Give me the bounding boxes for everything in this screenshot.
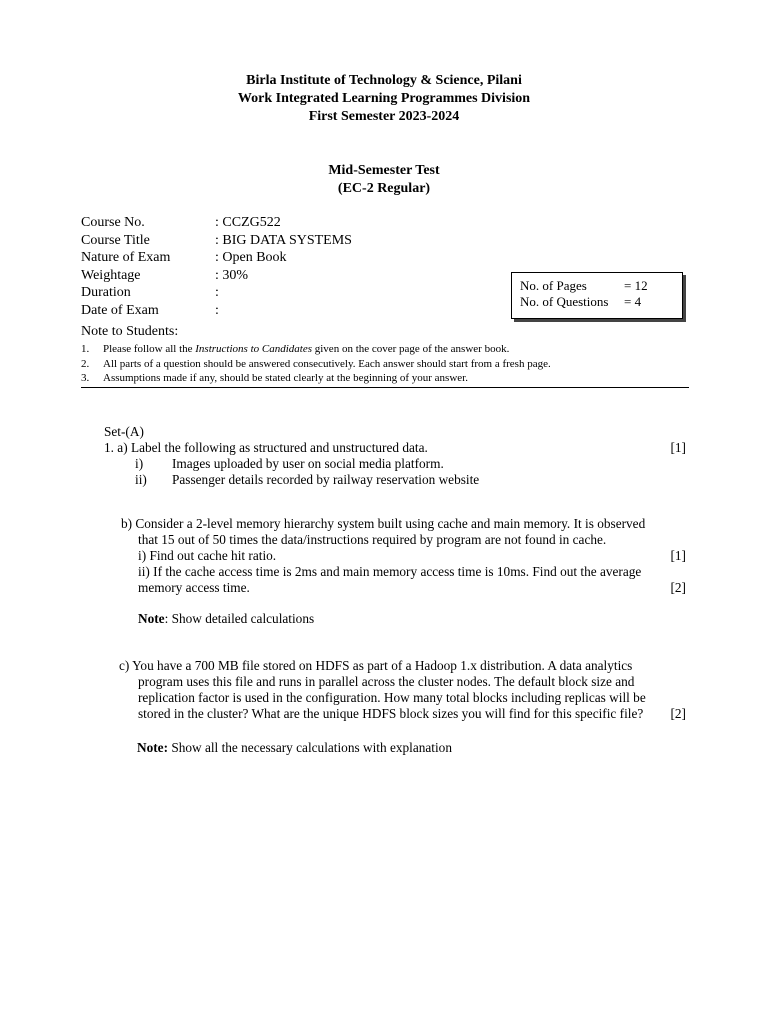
pages-count-row — [520, 278, 682, 294]
note-item — [81, 371, 687, 386]
q1c-note-label: Note: — [137, 740, 169, 755]
q1c-mark: [2] — [670, 706, 686, 721]
note-text: All parts of a question should be answered consecutively. Each answer should start from a fresh page. — [103, 357, 551, 370]
info-label: Nature of Exam — [81, 250, 171, 266]
note-number: 1. — [81, 343, 90, 355]
notes-list — [81, 342, 687, 386]
info-value: : Open Book — [215, 250, 287, 266]
info-label: Date of Exam — [81, 302, 159, 318]
q1a-item-text: Passenger details recorded by railway reservation website — [172, 472, 480, 487]
q1c-line: replication factor is used in the configuration. How many total blocks including replicas will be — [138, 690, 646, 705]
test-header — [0, 162, 768, 198]
note-number: 3. — [81, 372, 90, 384]
q1c-note — [137, 740, 452, 756]
q1a-text: 1. a) Label the following as structured and unstructured data. — [104, 440, 428, 455]
info-value: : — [215, 302, 219, 318]
note-italic-text: Instructions to Candidates — [195, 343, 312, 355]
q1b-note-text: : Show detailed calculations — [164, 611, 315, 626]
q1b-sub2-line: memory access time. — [138, 580, 250, 595]
q1b-sub1-mark: [1] — [670, 548, 686, 563]
test-title: Mid-Semester Test — [328, 163, 440, 178]
pages-label: No. of Pages — [520, 278, 587, 293]
q1b-line: b) Consider a 2-level memory hierarchy system built using cache and main memory. It is observed — [121, 516, 646, 531]
note-text: Please follow all the — [103, 343, 196, 355]
division-name: Work Integrated Learning Programmes Division — [237, 91, 531, 106]
info-label: Weightage — [81, 267, 141, 283]
info-value: : CCZG522 — [215, 215, 281, 230]
semester-name: First Semester 2023-2024 — [308, 109, 460, 124]
institute-name: Birla Institute of Technology & Science, Pilani — [246, 73, 522, 88]
note-item — [81, 357, 687, 372]
q1b-note-label: Note — [138, 611, 165, 626]
q1b-note — [138, 611, 314, 627]
questions-value: = 4 — [624, 294, 642, 309]
q1c-line: c) You have a 700 MB file stored on HDFS as part of a Hadoop 1.x distribution. A data analytics — [119, 658, 633, 673]
info-value: : BIG DATA SYSTEMS — [215, 232, 352, 248]
note-number: 2. — [81, 357, 90, 370]
q1c-line: stored in the cluster? What are the unique HDFS block sizes you will find for this specific file? — [138, 706, 644, 721]
test-type: (EC-2 Regular) — [337, 181, 431, 196]
q1b-line: that 15 out of 50 times the data/instructions required by program are not found in cache. — [138, 532, 607, 547]
q1b-sub2-line: ii) If the cache access time is 2ms and main memory access time is 10ms. Find out the average — [138, 564, 642, 579]
q1c-line: program uses this file and runs in parallel across the cluster nodes. The default block size and — [138, 674, 635, 689]
note-item — [81, 342, 687, 357]
q1a-item-text: Images uploaded by user on social media platform. — [172, 456, 444, 471]
set-label: Set-(A) — [104, 424, 144, 439]
info-value: : — [215, 285, 219, 301]
divider-line — [81, 387, 689, 388]
note-text: Assumptions made if any, should be stated clearly at the beginning of your answer. — [103, 372, 468, 384]
pages-value: = 12 — [624, 278, 648, 293]
info-label: Duration — [81, 285, 131, 301]
q1a-item-num: i) — [135, 456, 144, 471]
q1b-sub2-mark: [2] — [670, 580, 686, 595]
info-label: Course No. — [81, 215, 145, 230]
q1c-note-text: Show all the necessary calculations with explanation — [168, 740, 452, 755]
info-label: Course Title — [81, 232, 150, 248]
info-value: : 30% — [215, 267, 249, 283]
exam-header — [0, 72, 768, 126]
notes-heading: Note to Students: — [81, 324, 179, 339]
questions-label: No. of Questions — [520, 294, 609, 309]
questions-count-row — [520, 294, 682, 310]
note-text: given on the cover page of the answer book. — [312, 343, 510, 355]
q1b-sub1: i) Find out cache hit ratio. — [138, 548, 277, 563]
pages-box — [511, 272, 683, 319]
q1a-item-num: ii) — [135, 472, 147, 487]
q1a-mark: [1] — [670, 440, 686, 455]
